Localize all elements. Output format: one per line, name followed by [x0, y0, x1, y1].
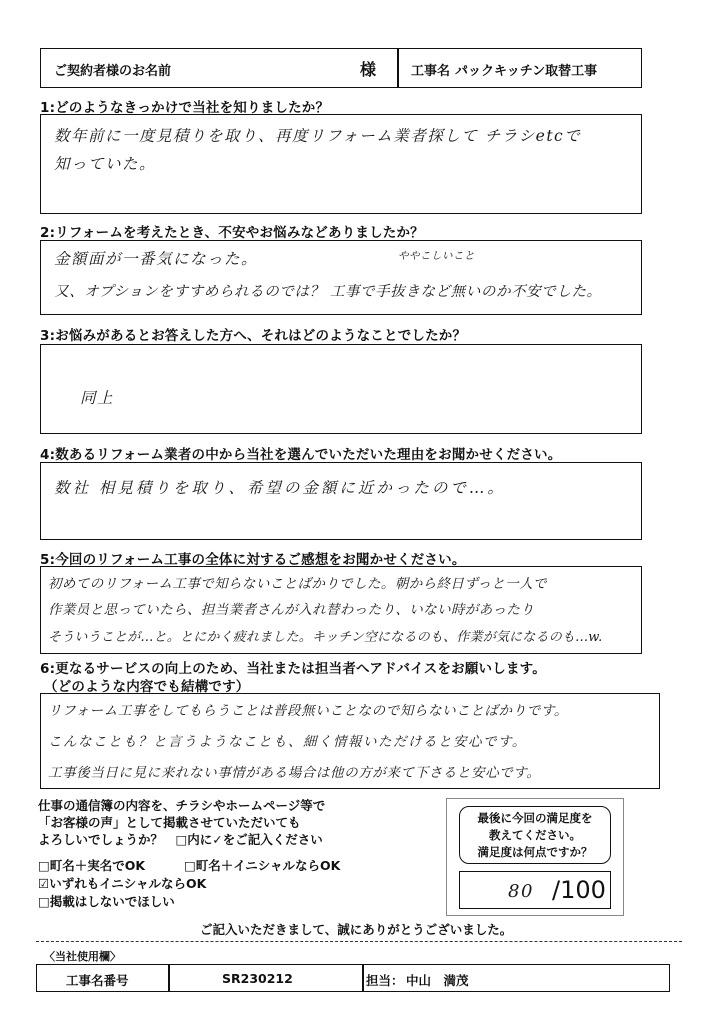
- q2-answer-line-1: 金額面が一番気になった。: [54, 250, 259, 268]
- q6-question: 6:更なるサービスの向上のため、当社または担当者へアドバイスをお願いします。: [40, 661, 546, 677]
- dashed-divider: [36, 941, 682, 942]
- q6-answer-line-1: リフォーム工事をしてもらうことは普段無いことなので知らないことばかりです。: [48, 703, 568, 719]
- staff-label: 担当：: [366, 973, 404, 988]
- header-divider-1: [397, 48, 399, 88]
- customer-name-label: ご契約者様のお名前: [54, 64, 172, 79]
- q3-question: 3:お悩みがあるとお答えした方へ、それはどのようなことでしたか？: [40, 328, 467, 344]
- q6-question-sub: （どのような内容でも結構です）: [44, 679, 250, 695]
- consent-line-3: よろしいでしょうか？ □内に✓をご記入ください: [38, 832, 323, 847]
- project-label: 工事名: [411, 64, 451, 79]
- q2-note: ややこしいこと: [398, 250, 475, 262]
- q4-answer-line-1: 数社 相見積りを取り、希望の金額に近かったので…。: [54, 479, 506, 497]
- q5-answer-line-2: 作業员と思っていたら、担当業者さんが入れ替わったり、いない時があったり: [48, 602, 535, 618]
- office-divider-1: [168, 964, 170, 992]
- office-table: [36, 964, 670, 992]
- office-divider-2: [362, 964, 364, 992]
- q3-answer-line-1: 同上: [80, 389, 115, 407]
- q3-answer-box: [40, 344, 642, 434]
- q5-answer-line-3: そういうことが…と。とにかく疲れました。キッチン空になるのも、作業が気になるのも…w.: [48, 630, 603, 645]
- q6-answer-line-2: こんなことも？と言うようなことも、細く情報いただけると安心です。: [48, 734, 527, 750]
- q4-answer-box: [40, 462, 642, 540]
- consent-line-2: 「お客様の声」として掲載させていただいても: [38, 815, 301, 830]
- q5-answer-line-1: 初めてのリフォーム工事で知らないことばかりでした。朝から終日ずっと一人で: [48, 576, 547, 592]
- q6-answer-line-3: 工事後当日に見に来れない事情がある場合は他の方が来て下さると安心です。: [48, 765, 541, 781]
- q4-question: 4:数あるリフォーム業者の中から当社を選んでいただいた理由をお聞かせください。: [40, 447, 562, 463]
- satisfaction-prompt-line-2: 教えてください。: [489, 828, 581, 842]
- satisfaction-max: /100: [552, 876, 606, 904]
- satisfaction-prompt-line-1: 最後に今回の満足度を: [477, 811, 593, 825]
- q5-question: 5:今回のリフォーム工事の全体に対するご感想をお聞かせください。: [40, 552, 466, 568]
- q1-question: 1:どのようなきっかけで当社を知りましたか？: [40, 100, 330, 116]
- consent-option-town-initial[interactable]: □町名＋イニシャルならOK: [184, 858, 341, 873]
- sama-label: 様: [360, 60, 377, 79]
- q2-question: 2:リフォームを考えたとき、不安やお悩みなどありましたか？: [40, 225, 424, 241]
- consent-option-no-publish[interactable]: □掲載はしないでほしい: [38, 894, 175, 909]
- consent-option-name[interactable]: □町名＋実名でOK: [38, 858, 146, 873]
- staff-name: 中山 満茂: [406, 973, 469, 988]
- satisfaction-prompt-line-3: 満足度は何点ですか？: [477, 845, 593, 859]
- project-name: パックキッチン取替工事: [455, 64, 598, 79]
- satisfaction-score: 80: [508, 881, 534, 902]
- q1-answer-line-1: 数年前に一度見積りを取り、再度リフォーム業者探して チラシetcで: [54, 127, 582, 145]
- consent-option-initial[interactable]: ☑いずれもイニシャルならOK: [38, 876, 207, 891]
- consent-line-1: 仕事の通信簿の内容を、チラシやホームページ等で: [38, 798, 326, 813]
- project-number: SR230212: [222, 971, 293, 986]
- q2-answer-line-2: 又、オプションをすすめられるのでは？ 工事で手抜きなど無いのか不安でした。: [54, 284, 602, 300]
- project-number-label: 工事名番号: [66, 973, 129, 988]
- office-use-label: 〈当社使用欄〉: [44, 950, 121, 963]
- thanks-message: ご記入いただきまして、誠にありがとうございました。: [200, 922, 513, 937]
- q1-answer-line-2: 知っていた。: [54, 155, 157, 173]
